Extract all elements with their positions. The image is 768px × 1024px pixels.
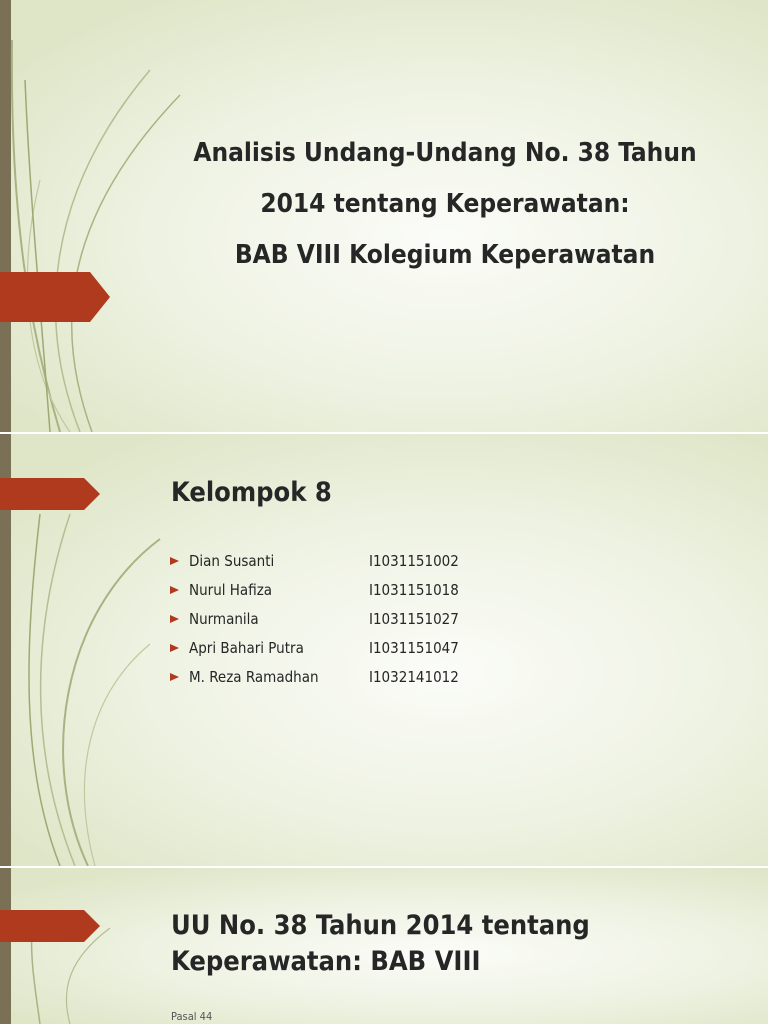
list-item: [170, 604, 459, 633]
list-item: [170, 546, 459, 575]
title-line-1: Analisis Undang-Undang No. 38 Tahun: [193, 138, 697, 168]
member-name: Nurul Hafiza: [189, 580, 273, 599]
bullet-arrow-icon: [170, 615, 179, 623]
member-name: Apri Bahari Putra: [189, 638, 304, 657]
list-item: [170, 575, 459, 604]
title-line-2: 2014 tentang Keperawatan:: [260, 189, 630, 219]
bullet-arrow-icon: [170, 644, 179, 652]
arrow-tab-icon: [0, 910, 100, 942]
member-list: [170, 546, 459, 691]
member-name: Dian Susanti: [189, 551, 275, 570]
bullet-arrow-icon: [170, 557, 179, 565]
bullet-arrow-icon: [170, 673, 179, 681]
decorative-stems: [0, 868, 200, 1024]
section-heading-line-2: Keperawatan: BAB VIII: [171, 946, 481, 977]
member-id: I1031151018: [369, 580, 459, 599]
member-name: M. Reza Ramadhan: [189, 667, 319, 686]
member-id: I1031151047: [369, 638, 459, 657]
member-id: I1032141012: [369, 667, 459, 686]
group-heading: Kelompok 8: [171, 477, 332, 508]
member-name: Nurmanila: [189, 609, 259, 628]
section-heading: [171, 908, 590, 980]
section-heading-line-1: UU No. 38 Tahun 2014 tentang: [171, 910, 590, 941]
slide-1: [0, 0, 768, 432]
title-line-3: BAB VIII Kolegium Keperawatan: [234, 240, 656, 270]
list-item: [170, 633, 459, 662]
member-id: I1031151002: [369, 551, 459, 570]
member-id: I1031151027: [369, 609, 459, 628]
arrow-tab-icon: [0, 478, 100, 510]
pasal-label: Pasal 44: [171, 1010, 213, 1023]
presentation-title: [160, 128, 730, 281]
slide-2: [0, 434, 768, 866]
bullet-arrow-icon: [170, 586, 179, 594]
list-item: [170, 662, 459, 691]
arrow-tab-icon: [0, 272, 110, 322]
slide-3: [0, 868, 768, 1024]
